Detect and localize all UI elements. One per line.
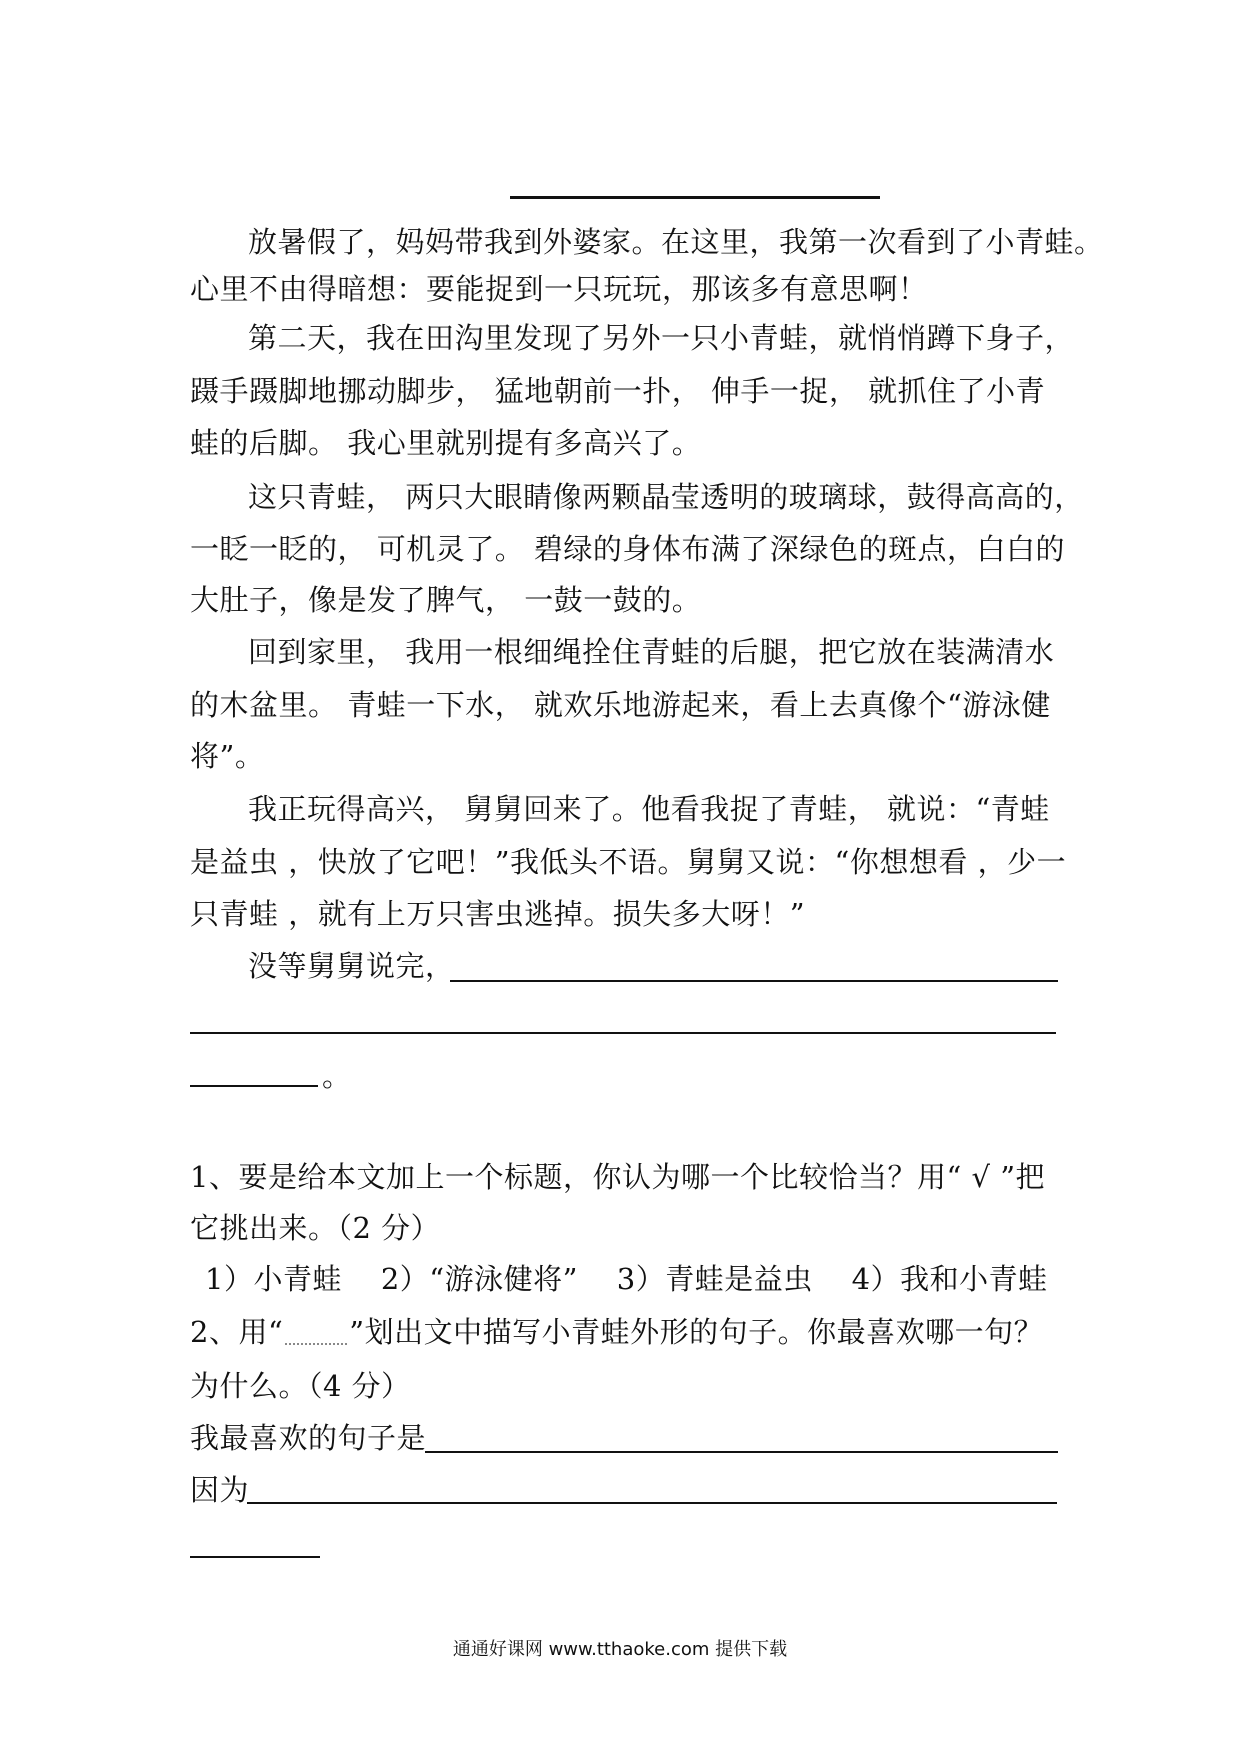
continuation-period: 。 [322,1059,352,1093]
passage-line: 蹑手蹑脚地挪动脚步， 猛地朝前一扑， 伸手一捉， 就抓住了小青 [190,374,1046,408]
wavy-underline-symbol [285,1323,347,1345]
question-1-options[interactable]: 1）小青蛙 2）“游泳健将” 3）青蛙是益虫 4）我和小青蛙 [205,1262,1048,1296]
question-2-prefix: 2、用“ [190,1315,284,1349]
question-1-text: 1、要是给本文加上一个标题，你认为哪一个比较恰当？用“ √ ”把 [190,1160,1046,1194]
question-2-points: 为什么。（4 分） [190,1369,411,1403]
passage-line: 是益虫 ，快放了它吧！”我低头不语。舅舅又说：“你想想看 ，少一 [190,845,1067,879]
passage-line: 只青蛙 ，就有上万只害虫逃掉。损失多大呀！” [190,897,806,931]
favorite-sentence-blank[interactable] [425,1451,1058,1453]
passage-line: 将”。 [190,739,265,773]
footer-source: 通通好课网 www.tthaoke.com 提供下载 [452,1639,788,1660]
continuation-blank-3[interactable] [190,1085,318,1087]
question-2-text [190,1312,1043,1352]
reason-label: 因为 [190,1473,250,1507]
reason-blank-1[interactable] [247,1502,1057,1504]
passage-line: 心里不由得暗想：要能捉到一只玩玩，那该多有意思啊！ [190,272,928,306]
title-blank-line[interactable] [510,196,880,199]
question-2-suffix: ”划出文中描写小青蛙外形的句子。你最喜欢哪一句？ [349,1315,1044,1349]
reason-blank-2[interactable] [190,1556,320,1558]
passage-line: 蛙的后脚。 我心里就别提有多高兴了。 [190,426,702,460]
passage-line: 大肚子，像是发了脾气， 一鼓一鼓的。 [190,583,702,617]
continuation-blank-1[interactable] [450,980,1058,982]
passage-line: 第二天，我在田沟里发现了另外一只小青蛙，就悄悄蹲下身子， [248,321,1075,355]
question-1-points: 它挑出来。（2 分） [190,1211,441,1245]
passage-line: 一眨一眨的， 可机灵了。 碧绿的身体布满了深绿色的斑点，白白的 [190,532,1065,566]
passage-line: 放暑假了，妈妈带我到外婆家。在这里，我第一次看到了小青蛙。 [248,225,1104,259]
passage-line: 我正玩得高兴， 舅舅回来了。他看我捉了青蛙， 就说：“青蛙 [248,792,1050,826]
continuation-prompt: 没等舅舅说完， [248,949,455,983]
passage-line: 回到家里， 我用一根细绳拴住青蛙的后腿，把它放在装满清水 [248,635,1055,669]
passage-line: 的木盆里。 青蛙一下水， 就欢乐地游起来，看上去真像个“游泳健 [190,688,1051,722]
passage-line: 这只青蛙， 两只大眼睛像两颗晶莹透明的玻璃球，鼓得高高的， [248,480,1084,514]
continuation-blank-2[interactable] [190,1032,1056,1034]
favorite-sentence-label: 我最喜欢的句子是 [190,1421,427,1455]
